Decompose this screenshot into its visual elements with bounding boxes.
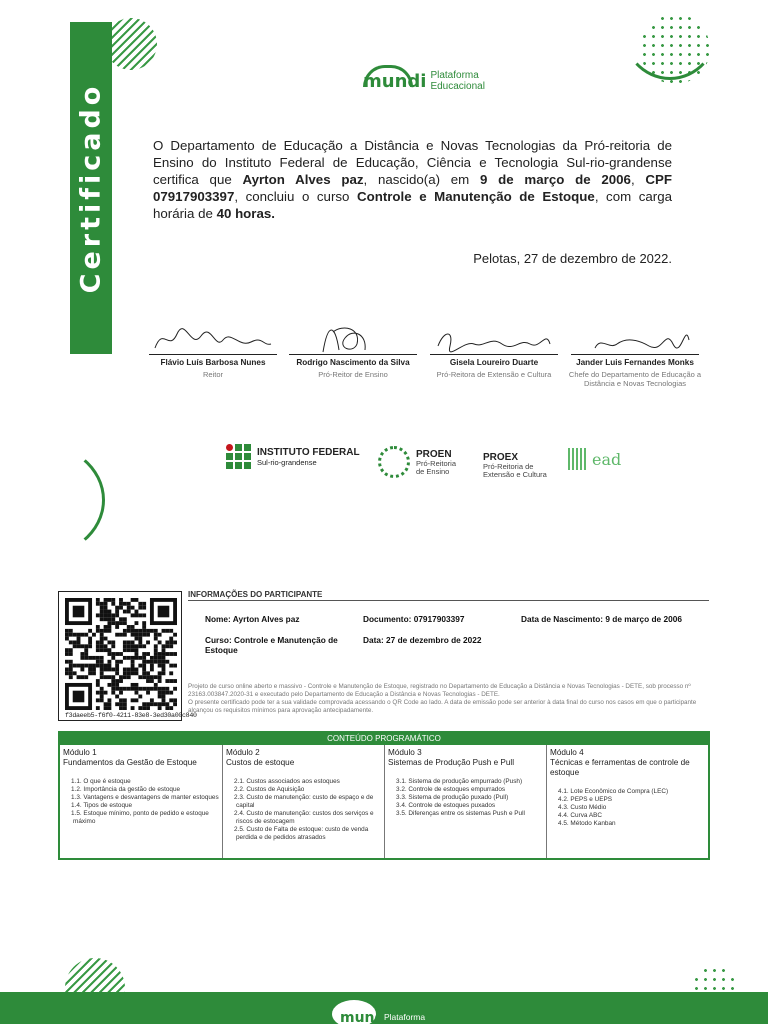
birth-date: 9 de março de 2006: [480, 172, 631, 187]
module-item: 1.4. Tipos de estoque: [71, 802, 133, 809]
signature-block-3: Gisela Loureiro Duarte Pró-Reitora de Extensão e Cultura: [424, 322, 564, 379]
module-item: 2.4. Custo de manutenção: custos dos serviços e riscos de estocagem: [234, 810, 374, 825]
instituto-federal-logo: INSTITUTO FEDERAL Sul-rio-grandense: [226, 444, 360, 469]
module-item: 2.5. Custo de Falta de estoque: custo de venda perdida e de pedidos atrasados: [234, 826, 369, 841]
ring-decoration-top-right: [620, 0, 720, 80]
module-item: 2.2. Custos de Aquisição: [234, 786, 305, 793]
cpf: CPF 07917903397: [153, 172, 672, 204]
partner-logos: [226, 444, 626, 484]
proex-logo: PROEX Pró-Reitoria de Extensão e Cultura: [483, 452, 547, 479]
module-item: 4.2. PEPS e UEPS: [558, 796, 612, 803]
place-date: Pelotas, 27 de dezembro de 2022.: [473, 251, 672, 266]
module-3: Módulo 3 Sistemas de Produção Push e Pull 3.1. Sistema de produção empurrado (Push) 3.2. Controle de estoques empurrados 3.3. Sistema de produção puxado (Pull) 3.4. Controle de estoques puxados 3.5. Diferenças entre os sistemas Push e Pull: [384, 745, 546, 858]
signature-block-1: Flávio Luís Barbosa Nunes Reitor: [143, 322, 283, 379]
qr-code-id: f3daeeb5-f6f0-4211-83e8-3ed30a00c840: [65, 712, 197, 719]
signature-block-2: Rodrigo Nascimento da Silva Pró-Reitor de Ensino: [283, 322, 423, 379]
module-4: Módulo 4 Técnicas e ferramentas de controle de estoque 4.1. Lote Econômico de Compra (LEC) 4.2. PEPS e UEPS 4.3. Custo Médio 4.4. Curva ABC 4.5. Método Kanban: [546, 745, 708, 858]
module-item: 3.4. Controle de estoques puxados: [396, 802, 496, 809]
if-grid-icon: [226, 444, 251, 469]
participant-document: Documento: 07917903397: [363, 614, 465, 624]
ring-decoration-left: [0, 440, 105, 560]
module-item: 4.5. Método Kanban: [558, 820, 616, 827]
bottom-mundi-logo: mundi Plataforma: [332, 1000, 452, 1024]
participant-course: Curso: Controle e Manutenção de Estoque: [205, 635, 338, 655]
module-2: Módulo 2 Custos de estoque 2.1. Custos associados aos estoques 2.2. Custos de Aquisição 2.3. Custo de manutenção: custo de espaço e de capital 2.4. Custo de manutenção: custos dos serviços e riscos de estocagem 2.5. Custo de Falta de estoque: custo de venda perdida e de pedidos atrasados: [222, 745, 384, 858]
participant-birth: Data de Nascimento: 9 de março de 2006: [521, 614, 682, 624]
info-note: Projeto de curso online aberto e massivo - Controle e Manutenção de Estoque, registrado no Departamento de Educação a Distância e Novas Tecnologias - DETE, sob processo nº 23163.003847.2020-31 e executado pelo Departamento de Educação a Distância e Novas Tecnologias - DETE. O presente certificado pode ter a sua validade comprovada acessando o QR Code ao lado. A data de emissão pode ser anterior à data final do curso nos casos em que o participante alcançou os requisitos mínimos para aprovação antecipadamente.: [188, 683, 697, 714]
module-1: Módulo 1 Fundamentos da Gestão de Estoque 1.1. O que é estoque 1.2. Importância da gestão de estoque 1.3. Vantagens e desvantagens de manter estoques 1.4. Tipos de estoque 1.5. Estoque mínimo, ponto de pedido e estoque máximo: [63, 748, 219, 825]
module-item: 3.1. Sistema de produção empurrado (Push): [396, 778, 523, 785]
ead-logo: ead: [568, 448, 621, 470]
ead-mark-icon: [568, 448, 588, 470]
module-item: 1.2. Importância da gestão de estoque: [71, 786, 181, 793]
program-heading: CONTEÚDO PROGRAMÁTICO: [60, 733, 708, 745]
participant-info-heading: INFORMAÇÕES DO PARTICIPANTE: [188, 590, 709, 601]
hours: 40 horas.: [216, 206, 275, 221]
signature-block-4: Jander Luis Fernandes Monks Chefe do Departamento de Educação a Distância e Novas Tecnologias: [565, 322, 705, 388]
certificate-text: O Departamento de Educação a Distância e Novas Tecnologias da Pró-reitoria de Ensino do Instituto Federal de Educação, Ciência e Tecnologia Sul-rio-grandense certifica que Ayrton Alves paz, nascido(a) em 9 de março de 2006, CPF 07917903397, concluiu o curso Controle e Manutenção de Estoque, com carga horária de 40 horas.: [153, 138, 672, 221]
qr-code-box[interactable]: [58, 591, 197, 721]
vertical-title: Certificado: [75, 82, 107, 294]
proen-logo: PROEN Pró-Reitoria de Ensino: [378, 446, 456, 478]
proen-ring-icon: [378, 446, 410, 478]
course-name: Controle e Manutenção de Estoque: [356, 189, 595, 204]
hatch-decoration-top-left: [105, 18, 157, 70]
signature-scribble: [283, 322, 423, 354]
module-item: 2.3. Custo de manutenção: custo de espaço e de capital: [234, 794, 374, 809]
signature-scribble: [143, 322, 283, 354]
logo-word: mundi: [363, 71, 426, 92]
module-item: 1.1. O que é estoque: [71, 778, 131, 785]
module-item: 4.3. Custo Médio: [558, 804, 607, 811]
module-item: 3.2. Controle de estoques empurrados: [396, 786, 506, 793]
module-item: 4.4. Curva ABC: [558, 812, 603, 819]
logo-arc-icon: [363, 65, 413, 87]
module-item: 3.5. Diferenças entre os sistemas Push e Pull: [396, 810, 525, 817]
logo-sub-line1: Plataforma: [430, 70, 479, 81]
module-item: 4.1. Lote Econômico de Compra (LEC): [558, 788, 669, 795]
signature-scribble: [424, 322, 564, 354]
module-item: 2.1. Custos associados aos estoques: [234, 778, 340, 785]
module-item: 1.3. Vantagens e desvantagens de manter estoques: [71, 794, 219, 801]
signature-scribble: [565, 322, 705, 354]
program-content: [58, 731, 710, 860]
qr-code-icon[interactable]: [65, 598, 177, 710]
participant-date: Data: 27 de dezembro de 2022: [363, 635, 482, 645]
module-item: 1.5. Estoque mínimo, ponto de pedido e estoque máximo: [71, 810, 209, 825]
logo-sub-line2: Educacional: [430, 81, 485, 92]
module-item: 3.3. Sistema de produção puxado (Pull): [396, 794, 509, 801]
participant-name: Nome: Ayrton Alves paz: [205, 614, 300, 624]
mundi-logo: [363, 70, 485, 92]
student-name: Ayrton Alves paz: [242, 172, 364, 187]
